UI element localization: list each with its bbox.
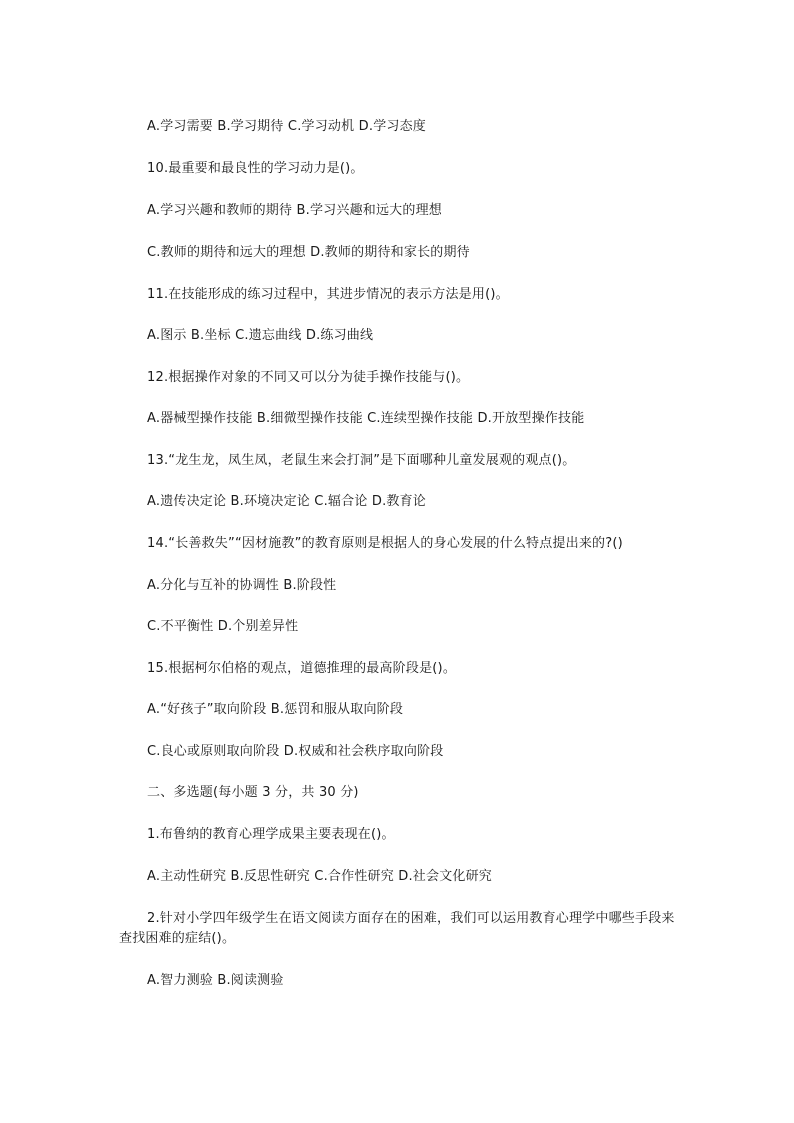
mc-question-2: 2.针对小学四年级学生在语文阅读方面存在的困难，我们可以运用教育心理学中哪些手段来查找困难的症结()。 <box>119 911 675 946</box>
option-line-q11: A.图示 B.坐标 C.遗忘曲线 D.练习曲线 <box>147 328 374 343</box>
question-11: 11.在技能形成的练习过程中，其进步情况的表示方法是用()。 <box>147 287 509 302</box>
option-line-q13: A.遗传决定论 B.环境决定论 C.辐合论 D.教育论 <box>147 494 426 509</box>
question-12: 12.根据操作对象的不同又可以分为徒手操作技能与()。 <box>147 370 470 385</box>
question-15: 15.根据柯尔伯格的观点，道德推理的最高阶段是()。 <box>147 661 457 676</box>
option-line-q14-a: A.分化与互补的协调性 B.阶段性 <box>147 578 337 593</box>
mc-option-line-q2: A.智力测验 B.阅读测验 <box>147 973 284 988</box>
question-14: 14.“长善救失”“因材施教”的教育原则是根据人的身心发展的什么特点提出来的?() <box>147 536 623 551</box>
option-line-q14-c: C.不平衡性 D.个别差异性 <box>147 619 299 634</box>
mc-question-1: 1.布鲁纳的教育心理学成果主要表现在()。 <box>147 827 395 842</box>
question-10: 10.最重要和最良性的学习动力是()。 <box>147 161 364 176</box>
option-line-q12: A.器械型操作技能 B.细微型操作技能 C.连续型操作技能 D.开放型操作技能 <box>147 411 585 426</box>
question-13: 13.“龙生龙，凤生凤，老鼠生来会打洞”是下面哪种儿童发展观的观点()。 <box>147 453 576 468</box>
option-line-q10-c: C.教师的期待和远大的理想 D.教师的期待和家长的期待 <box>147 245 470 260</box>
option-line-q15-a: A.“好孩子”取向阶段 B.惩罚和服从取向阶段 <box>147 702 404 717</box>
option-line-q9: A.学习需要 B.学习期待 C.学习动机 D.学习态度 <box>147 119 426 134</box>
option-line-q10-a: A.学习兴趣和教师的期待 B.学习兴趣和远大的理想 <box>147 203 442 218</box>
mc-option-line-q1: A.主动性研究 B.反思性研究 C.合作性研究 D.社会文化研究 <box>147 869 492 884</box>
section-heading-multiple-choice: 二、多选题(每小题 3 分，共 30 分) <box>147 785 359 800</box>
option-line-q15-c: C.良心或原则取向阶段 D.权威和社会秩序取向阶段 <box>147 744 444 759</box>
